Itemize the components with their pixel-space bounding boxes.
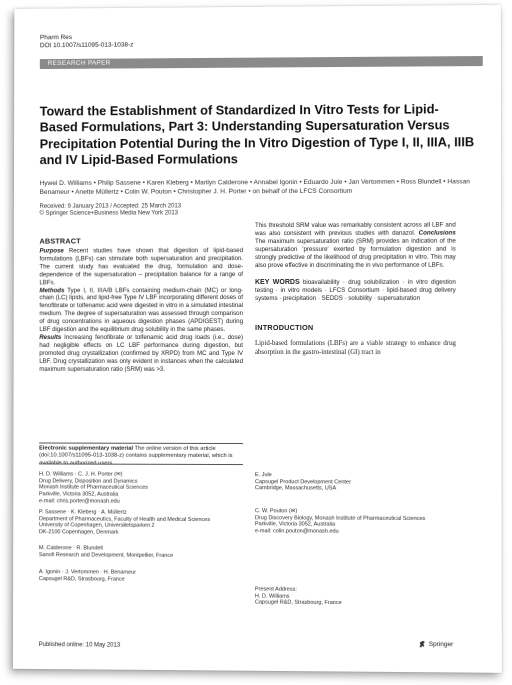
keywords-text: bioavailability · drug solubilization · in vitro digestion testing · in vitro models · LFCS Consortium · lipid-based drug delivery systems · precipitation · SEDDS · solubility · supersaturation	[255, 279, 456, 303]
paper-page	[13, 5, 502, 673]
abstract-column	[39, 236, 243, 373]
publisher-name: Springer	[428, 640, 454, 649]
keywords-block	[255, 279, 456, 303]
paper-title: Toward the Establishment of Standardized In Vitro Tests for Lipid-Based Formulations, Part 3: Understanding Supersaturation Versus Precipitation Potential During the In Vitro Digestion of Type I, II, IIIA, IIIB and IV Lipid-Based Formulations	[39, 101, 475, 168]
right-column	[255, 222, 456, 358]
introduction-text: Lipid-based formulations (LBFs) are a viable strategy to enhance drug absorption in the gastro-intestinal (GI) tract in	[254, 340, 456, 357]
affiliation-block: P. Sassene · K. Kleberg · A. Müllertz Department of Pharmaceutics, Faculty of Health and Medical Sciences University of Copenhagen, Universitetsparken 2 DK-2100 Copenhagen, Denmark	[38, 509, 211, 536]
received-accepted: Received: 9 January 2013 / Accepted: 25 March 2013	[39, 203, 182, 210]
abstract-continued: This threshold SRM value was remarkably consistent across all LBF and was also consistent with previous studies with danazol. Conclusions The maximum supersaturation ratio (SRM) provides an indication of the supersaturation 'pressure' exerted by formulation digestion and is strongly predictive of the likelihood of drug precipitation in vitro. This may also prove effective in discriminating the in vivo performance of LBFs.	[255, 221, 456, 269]
conclusions-label: Conclusions	[418, 229, 456, 237]
journal-name: Pharm Res	[39, 34, 73, 42]
abstract-purpose	[39, 247, 243, 287]
springer-horse-icon	[418, 640, 427, 649]
affiliation-block: E. Jule Capsugel Product Development Center Cambridge, Massachusetts, USA	[254, 472, 351, 492]
publisher-logo	[418, 640, 454, 649]
esm-divider	[39, 443, 243, 445]
esm-text: The online version of this article (doi:10.1007/s11095-013-1038-z) contains supplementary material, which is available to authorized users.	[39, 445, 233, 467]
affiliation-block: M. Calderone · R. Blundell Sanofi Research and Development, Montpellier, France	[38, 545, 174, 559]
purpose-label: Purpose	[39, 247, 64, 255]
keywords-heading: KEY WORDS	[255, 279, 300, 287]
article-dates	[40, 203, 182, 218]
results-text: Increasing fenofibrate or tolfenamic acid drug loads (i.e., dose) had negligible effects on LC LBF performance during digestion, but promoted drug crystallization (confirmed by XRPD) from MC and Type IV LBF. Drug crystallization was only evident in instances when the calculated maximum supersaturation ratio (SRM) was >3.	[39, 333, 244, 373]
methods-label: Methods	[39, 286, 65, 294]
journal-info	[40, 34, 134, 51]
abstract-heading: ABSTRACT	[39, 236, 81, 246]
copyright-line: © Springer Science+Business Media New York 2013	[39, 210, 178, 218]
introduction-heading: INTRODUCTION	[255, 323, 314, 333]
results-label: Results	[39, 333, 62, 341]
journal-doi: DOI 10.1007/s11095-013-1038-z	[39, 41, 134, 50]
affiliation-block: C. W. Pouton (✉) Drug Discovery Biology, Monash Institute of Pharmaceutical Sciences Parkville, Victoria 3052, Australia e-mail: colin.pouton@monash.edu	[254, 508, 426, 535]
conclusions-text: The maximum supersaturation ratio (SRM) provides an indication of the supersaturation 'pressure' exerted by formulation digestion and is strongly predictive of the likelihood of drug precipitation in vitro. This may also prove effective in discriminating the in vivo performance of LBFs.	[255, 237, 456, 269]
section-band	[40, 56, 483, 69]
affiliation-block: A. Igonin · J. Vertommen · H. Benameur Capsugel R&D, Strasbourg, France	[38, 569, 136, 583]
abstract-results	[39, 334, 243, 374]
affiliation-block: H. D. Williams · C. J. H. Porter (✉) Drug Delivery, Disposition and Dynamics Monash Institute of Pharmaceutical Sciences Parkville, Victoria 3052, Australia e-mail: chris.porter@monash.edu	[38, 471, 148, 505]
published-date: Published online: 10 May 2013	[38, 642, 121, 649]
esm-label: Electronic supplementary material	[39, 445, 134, 452]
methods-text: Type I, II, IIIA/B LBFs containing medium-chain (MC) or long-chain (LC) lipids, and lipid-free Type IV LBF incorporating different doses of fenofibrate or tolfenamic acid were digested in vitro in a simulated intestinal medium. The degree of supersaturation was assessed through comparison of drug concentrations in aqueous digestion phases (APDIGEST) during LBF digestion and the equilibrium drug solubility in the same phases.	[39, 286, 244, 334]
abstract-methods	[39, 287, 243, 334]
section-label: RESEARCH PAPER	[47, 59, 111, 67]
affiliation-block: Present Address: H. D. Williams Capsugel R&D, Strasbourg, France	[254, 586, 342, 607]
purpose-text: Recent studies have shown that digestion of lipid-based formulations (LBFs) can stimulate both supersaturation and precipitation. The current study has evaluated the drug, formulation and dose-dependence of the supersaturation – precipitation balance for a range of LBFs.	[39, 247, 244, 286]
author-list: Hywel D. Williams • Philip Sassene • Karen Kleberg • Marilyn Calderone • Annabel Igonin • Eduardo Jule • Jan Vertommen • Ross Blundell • Hassan Benameur • Anette Müllertz • Colin W. Pouton • Christopher J. H. Porter • on behalf of the LFCS Consortium	[39, 178, 470, 196]
